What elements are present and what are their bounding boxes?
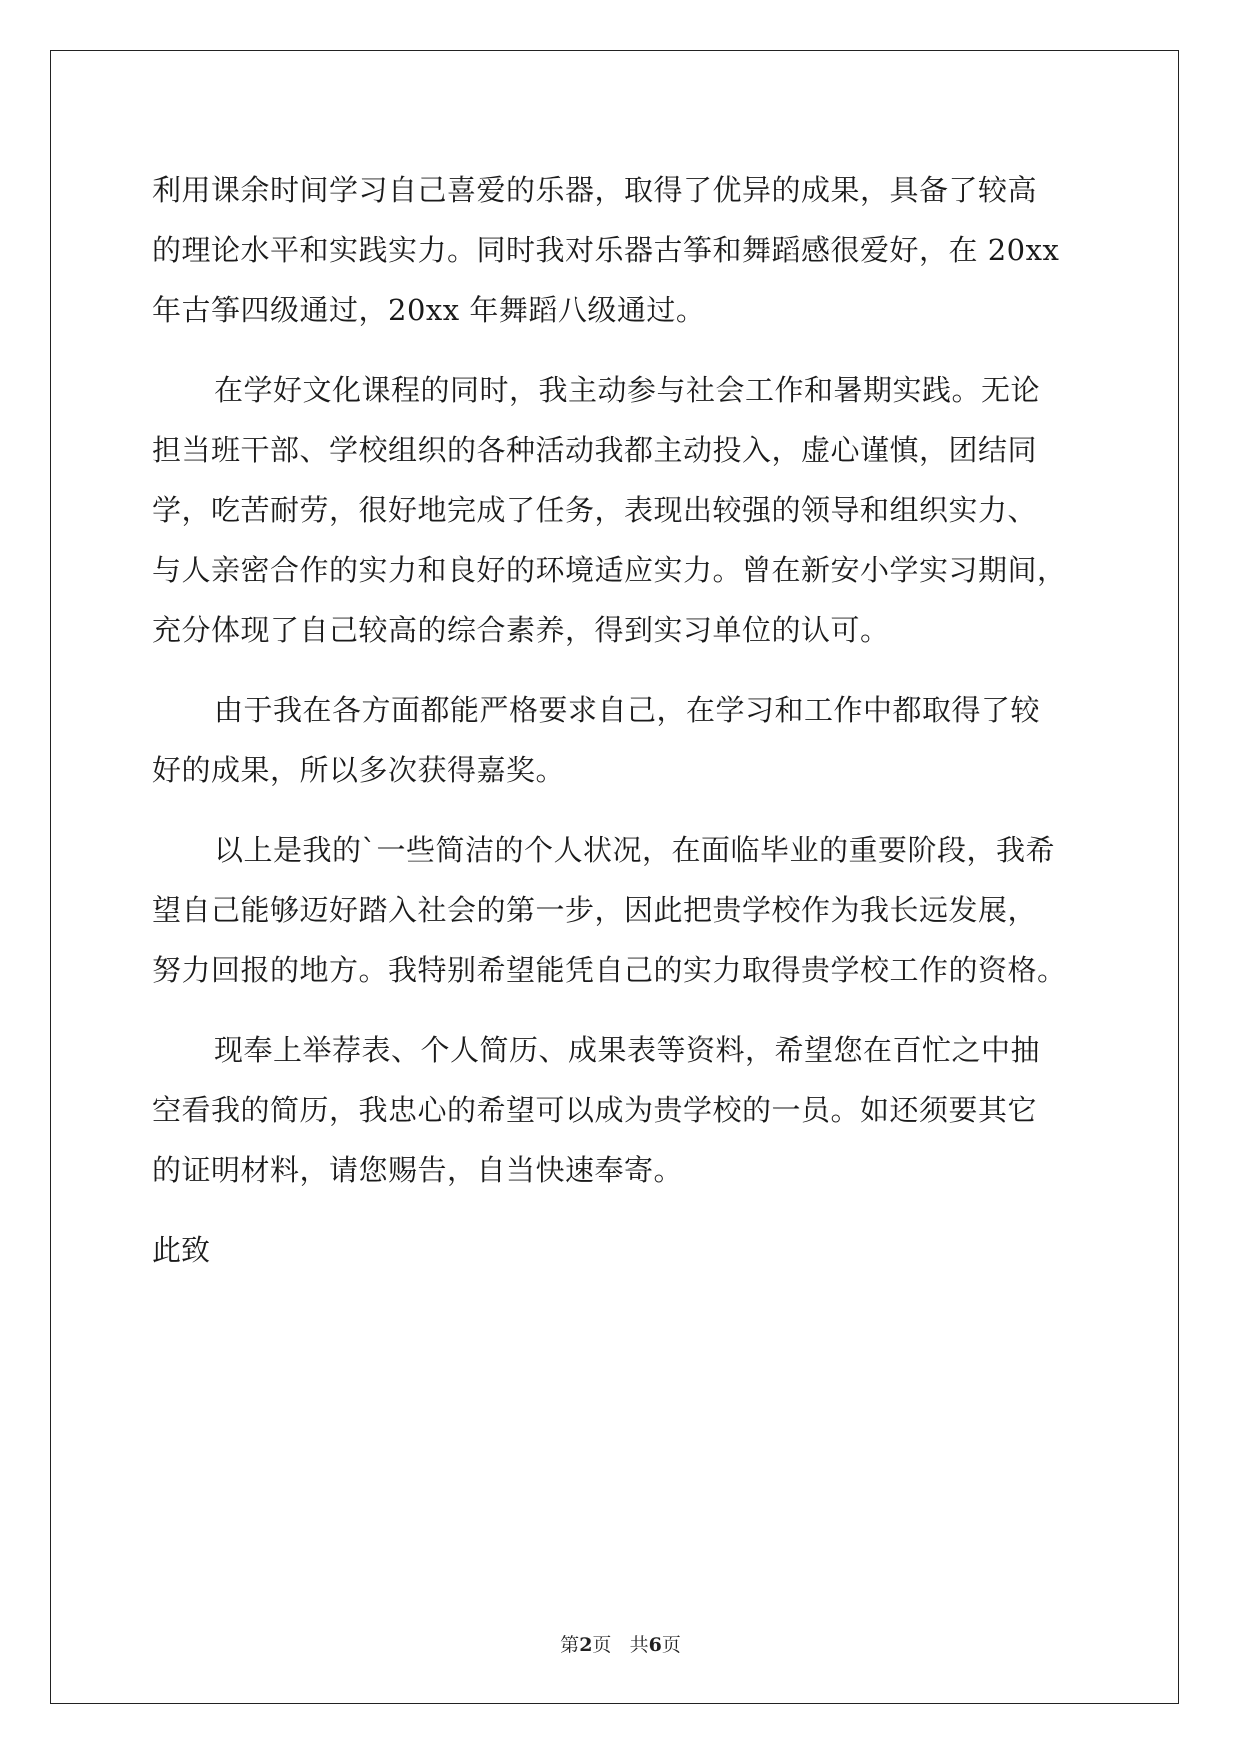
- current-page-number: 2: [579, 1634, 593, 1656]
- total-prefix: 共: [629, 1634, 649, 1656]
- paragraph-line: 以上是我的`一些简洁的个人状况，在面临毕业的重要阶段，我希: [214, 833, 1056, 867]
- page-number-footer: [0, 1630, 1241, 1657]
- paragraph-3: [152, 680, 1088, 800]
- total-page-number: 6: [648, 1634, 662, 1656]
- paragraph-line: 与人亲密合作的实力和良好的环境适应实力。曾在新安小学实习期间，: [152, 553, 1067, 587]
- paragraph-line: 的理论水平和实践实力。同时我对乐器古筝和舞蹈感很爱好，在 20xx: [152, 233, 1060, 267]
- paragraph-line: 利用课余时间学习自己喜爱的乐器，取得了优异的成果，具备了较高: [152, 173, 1038, 207]
- total-suffix: 页: [661, 1634, 681, 1656]
- paragraph-line: 担当班干部、学校组织的各种活动我都主动投入，虚心谨慎，团结同: [152, 433, 1038, 467]
- paragraph-line: 现奉上举荐表、个人简历、成果表等资料，希望您在百忙之中抽: [214, 1033, 1041, 1067]
- closing-salutation: 此致: [152, 1233, 211, 1267]
- paragraph-line: 望自己能够迈好踏入社会的第一步，因此把贵学校作为我长远发展，: [152, 893, 1038, 927]
- page-prefix: 第: [560, 1634, 580, 1656]
- paragraph-line: 努力回报的地方。我特别希望能凭自己的实力取得贵学校工作的资格。: [152, 953, 1067, 987]
- paragraph-5: [152, 1020, 1088, 1200]
- paragraph-line: 的证明材料，请您赐告，自当快速奉寄。: [152, 1153, 684, 1187]
- paragraph-2: [152, 360, 1088, 660]
- paragraph-line: 在学好文化课程的同时，我主动参与社会工作和暑期实践。无论: [214, 373, 1041, 407]
- paragraph-line: 学，吃苦耐劳，很好地完成了任务，表现出较强的领导和组织实力、: [152, 493, 1038, 527]
- paragraph-line: 空看我的简历，我忠心的希望可以成为贵学校的一员。如还须要其它: [152, 1093, 1038, 1127]
- letter-body: [152, 160, 1088, 1280]
- page-suffix: 页: [592, 1634, 612, 1656]
- paragraph-line: 充分体现了自己较高的综合素养，得到实习单位的认可。: [152, 613, 890, 647]
- paragraph-4: [152, 820, 1088, 1000]
- paragraph-1: [152, 160, 1088, 340]
- paragraph-line: 好的成果，所以多次获得嘉奖。: [152, 753, 566, 787]
- paragraph-line: 由于我在各方面都能严格要求自己，在学习和工作中都取得了较: [214, 693, 1041, 727]
- paragraph-line: 年古筝四级通过，20xx 年舞蹈八级通过。: [152, 293, 706, 327]
